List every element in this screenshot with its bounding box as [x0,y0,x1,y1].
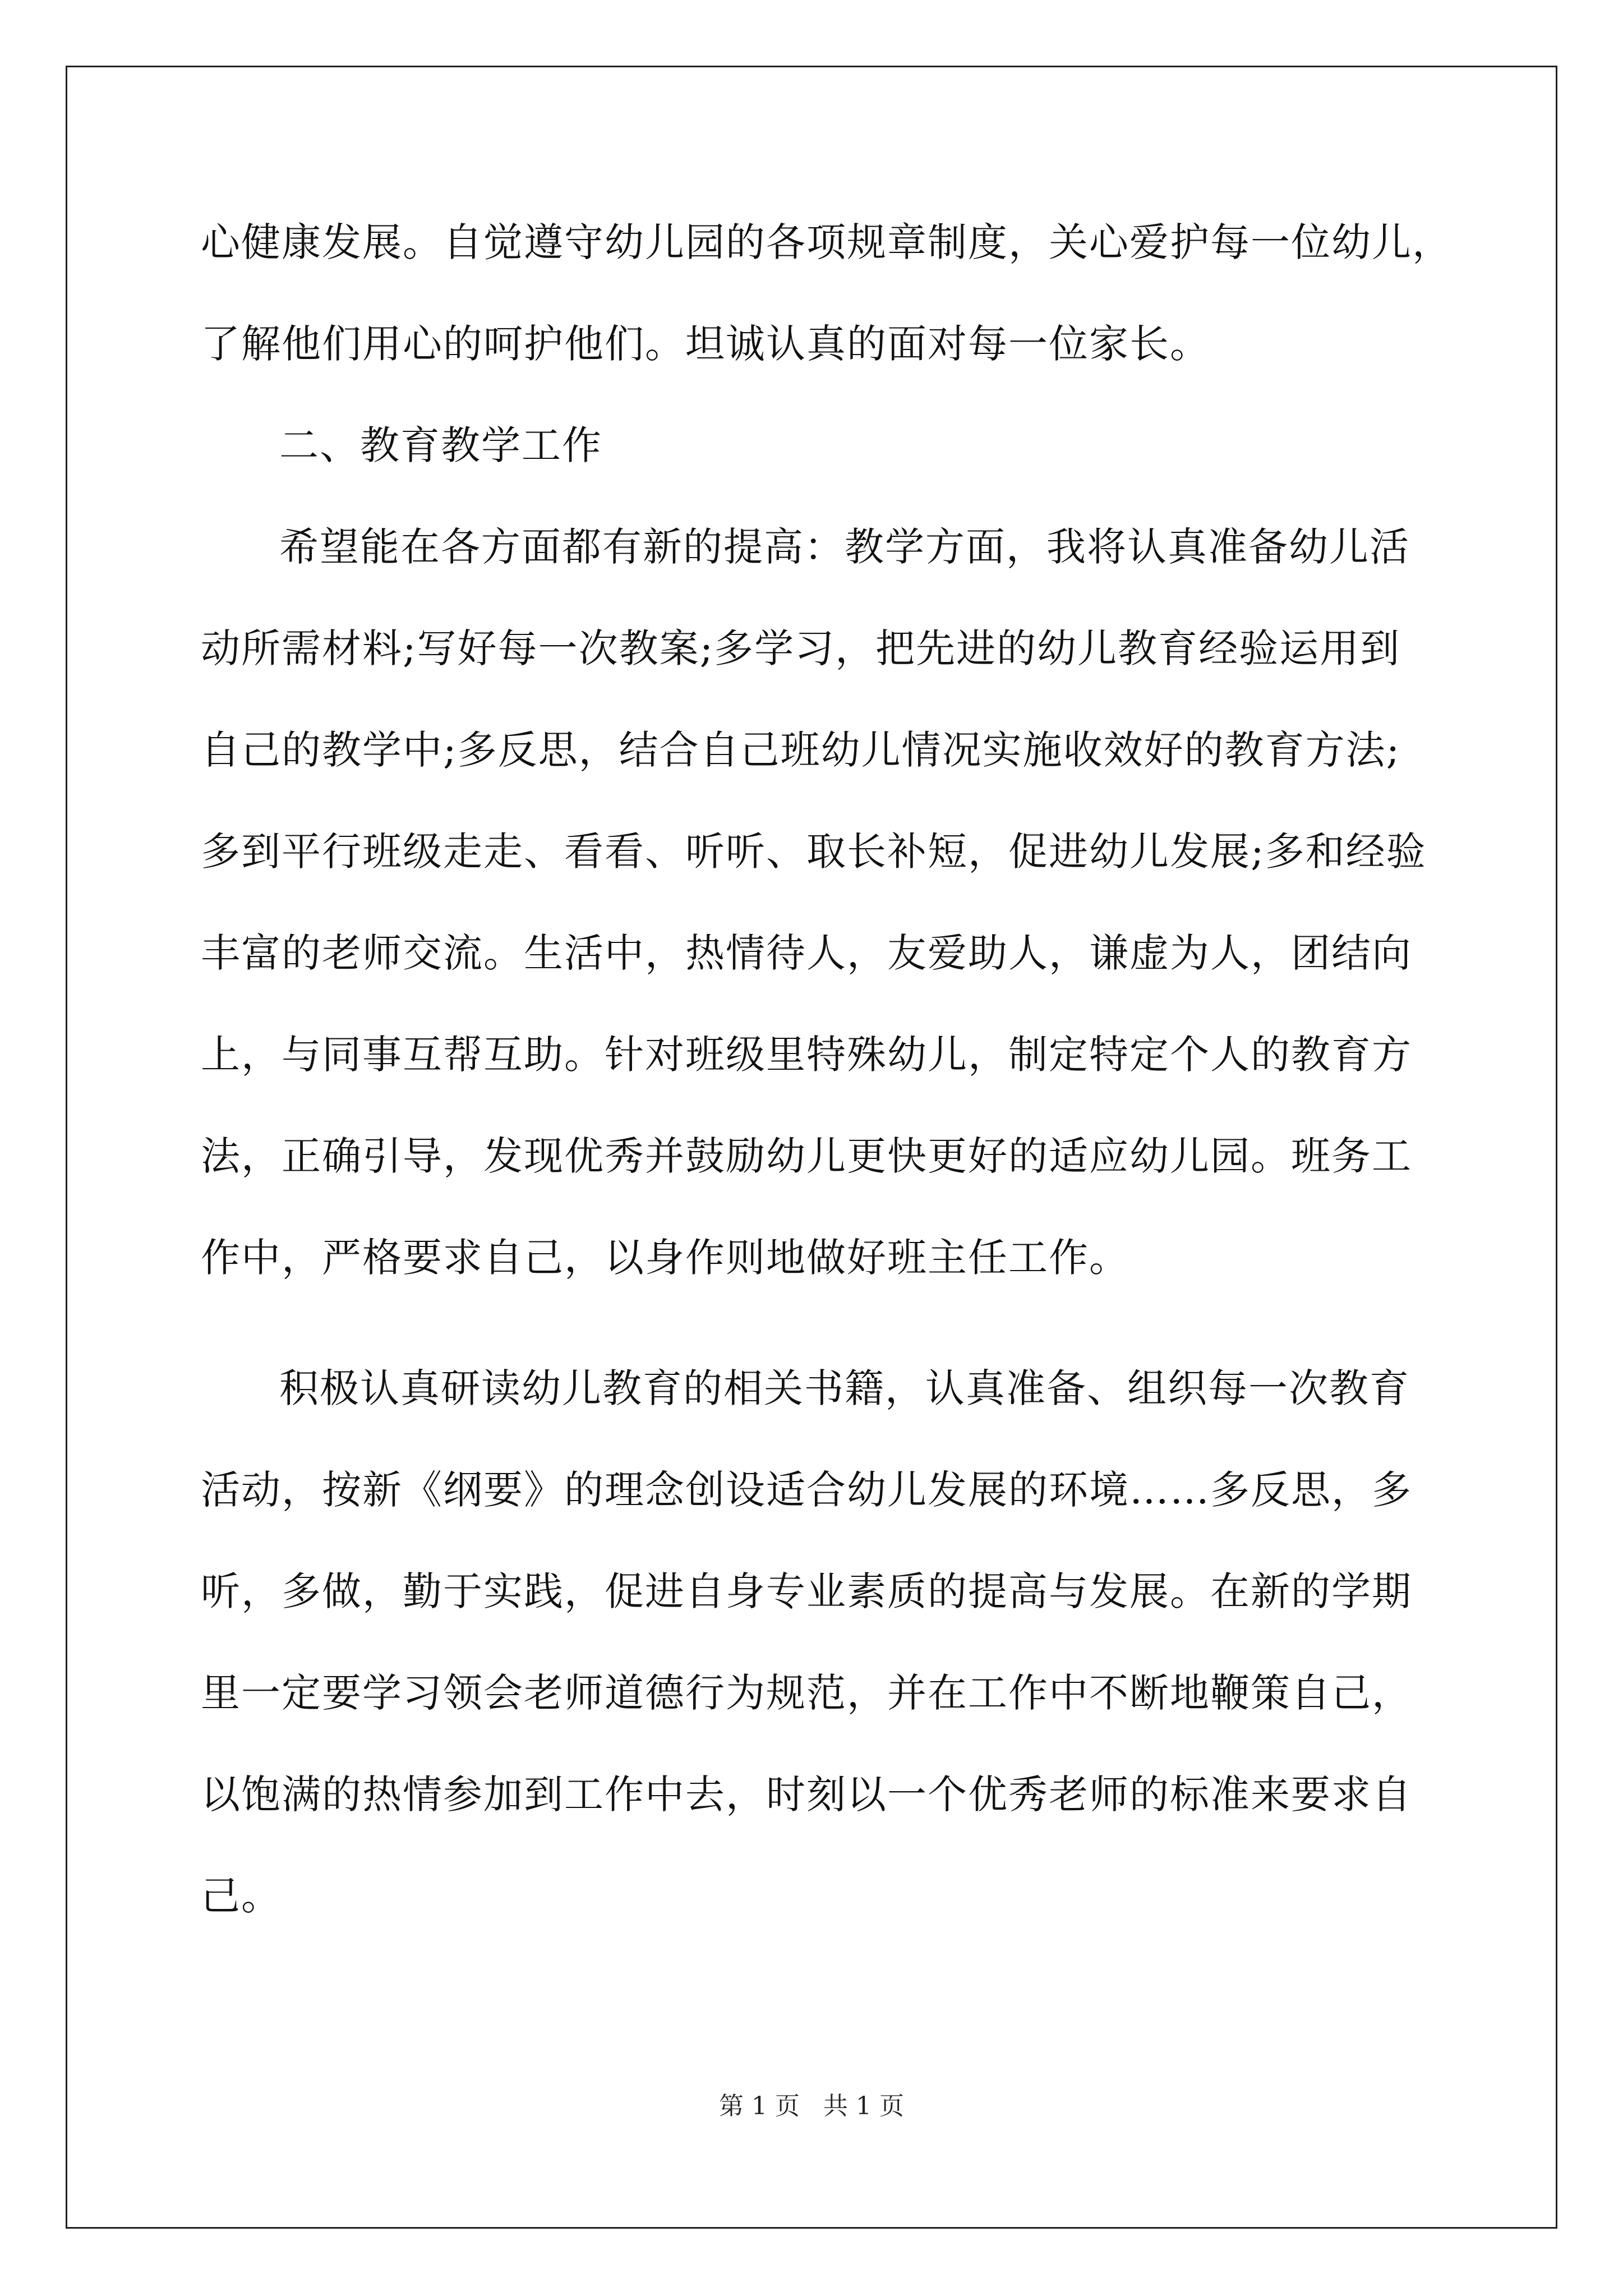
text-line: 动所需材料;写好每一次教案;多学习，把先进的幼儿教育经验运用到 [201,625,1401,671]
text-line: 心健康发展。自觉遵守幼儿园的各项规章制度，关心爱护每一位幼儿， [201,219,1453,265]
text-line: 以饱满的热情参加到工作中去，时刻以一个优秀老师的标准来要求自 [201,1772,1412,1818]
page-number-footer: 第 1 页 共 1 页 [719,2092,904,2120]
text-line: 己。 [201,1873,282,1919]
text-line: 自己的教学中;多反思，结合自己班幼儿情况实施收效好的教育方法; [201,727,1401,773]
text-line: 里一定要学习领会老师道德行为规范，并在工作中不断地鞭策自己， [201,1670,1412,1716]
text-line: 作中，严格要求自己，以身作则地做好班主任工作。 [201,1235,1129,1281]
text-line: 丰富的老师交流。生活中，热情待人，友爱助人，谦虚为人，团结向 [201,930,1412,976]
text-line: 积极认真研读幼儿教育的相关书籍，认真准备、组织每一次教育 [279,1365,1410,1411]
text-line: 希望能在各方面都有新的提高：教学方面，我将认真准备幼儿活 [279,524,1410,570]
text-line: 法，正确引导，发现优秀并鼓励幼儿更快更好的适应幼儿园。班务工 [201,1133,1412,1179]
text-line: 听，多做，勤于实践，促进自身专业素质的提高与发展。在新的学期 [201,1568,1412,1614]
text-line: 了解他们用心的呵护他们。坦诚认真的面对每一位家长。 [201,321,1210,367]
text-line: 活动，按新《纲要》的理念创设适合幼儿发展的环境……多反思，多 [201,1467,1412,1513]
section-heading: 二、教育教学工作 [279,422,602,468]
text-line: 上，与同事互帮互助。针对班级里特殊幼儿，制定特定个人的教育方 [201,1032,1412,1078]
text-line: 多到平行班级走走、看看、听听、取长补短，促进幼儿发展;多和经验 [201,829,1427,875]
